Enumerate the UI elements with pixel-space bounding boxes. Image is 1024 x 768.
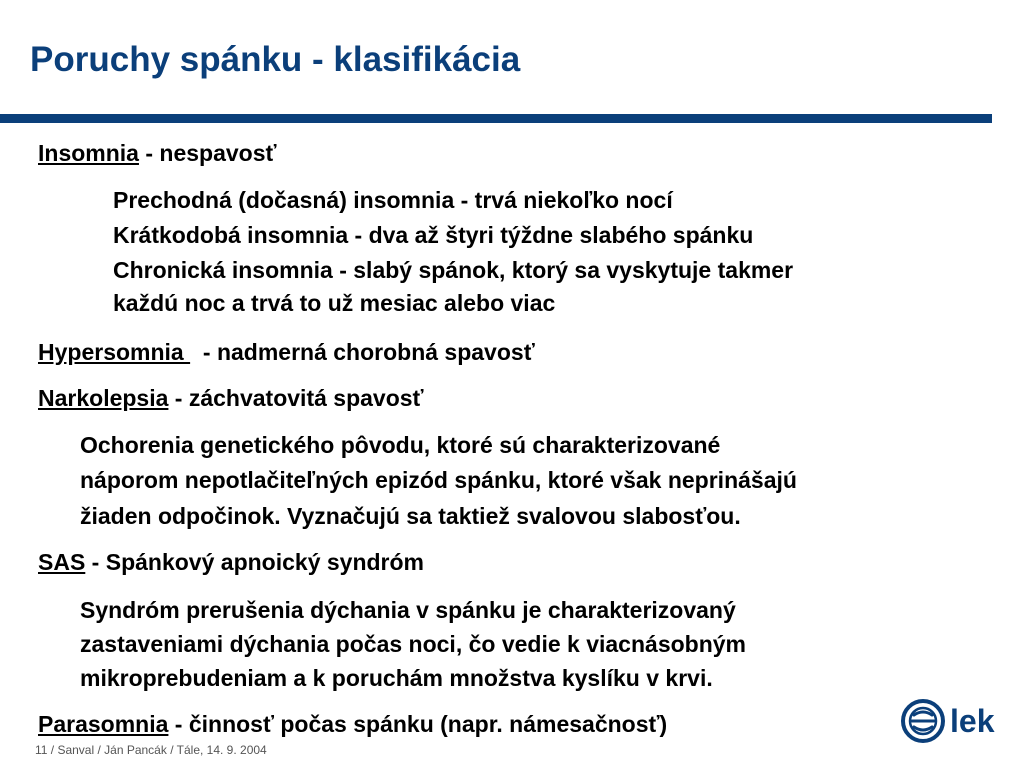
narkolepsia-line-3: žiaden odpočinok. Vyznačujú sa taktiež svalovou slabosťou. — [80, 503, 741, 529]
narkolepsia-line-2: náporom nepotlačiteľných epizód spánku, ktoré však neprinášajú — [80, 467, 797, 493]
narkolepsia-line-1: Ochorenia genetického pôvodu, ktoré sú charakterizované — [80, 432, 721, 458]
desc-narkolepsia: - záchvatovitá spavosť — [168, 385, 424, 411]
term-insomnia: Insomnia — [38, 140, 139, 166]
logo-text: lek — [950, 703, 995, 739]
heading-hypersomnia — [38, 338, 535, 366]
lek-emblem-icon — [900, 698, 946, 744]
desc-insomnia: - nespavosť — [138, 140, 277, 166]
title-divider — [0, 114, 992, 123]
sas-line-1: Syndróm prerušenia dýchania v spánku je charakterizovaný — [80, 597, 736, 623]
company-logo — [900, 698, 994, 744]
heading-parasomnia — [38, 710, 667, 738]
desc-sas: - Spánkový apnoický syndróm — [85, 549, 425, 575]
insomnia-line-4: každú noc a trvá to už mesiac alebo viac — [113, 290, 556, 316]
insomnia-line-1: Prechodná (dočasná) insomnia - trvá niekoľko nocí — [113, 187, 673, 213]
slide-footer: 11 / Sanval / Ján Pancák / Tále, 14. 9. 2004 — [35, 743, 267, 757]
desc-hypersomnia: - nadmerná chorobná spavosť — [190, 339, 535, 365]
term-hypersomnia: Hypersomnia — [38, 339, 191, 365]
term-parasomnia: Parasomnia — [38, 711, 169, 737]
insomnia-line-2: Krátkodobá insomnia - dva až štyri týždne slabého spánku — [113, 222, 754, 248]
sas-line-3: mikroprebudeniam a k poruchám množstva kyslíku v krvi. — [80, 665, 713, 691]
term-sas: SAS — [38, 549, 86, 575]
heading-sas — [38, 548, 424, 576]
heading-narkolepsia — [38, 384, 424, 412]
insomnia-line-3: Chronická insomnia - slabý spánok, ktorý sa vyskytuje takmer — [113, 257, 794, 283]
term-narkolepsia: Narkolepsia — [38, 385, 169, 411]
heading-insomnia — [38, 139, 277, 167]
slide-title: Poruchy spánku - klasifikácia — [30, 40, 521, 79]
sas-line-2: zastaveniami dýchania počas noci, čo vedie k viacnásobným — [80, 631, 747, 657]
desc-parasomnia: - činnosť počas spánku (napr. námesačnosť) — [168, 711, 668, 737]
